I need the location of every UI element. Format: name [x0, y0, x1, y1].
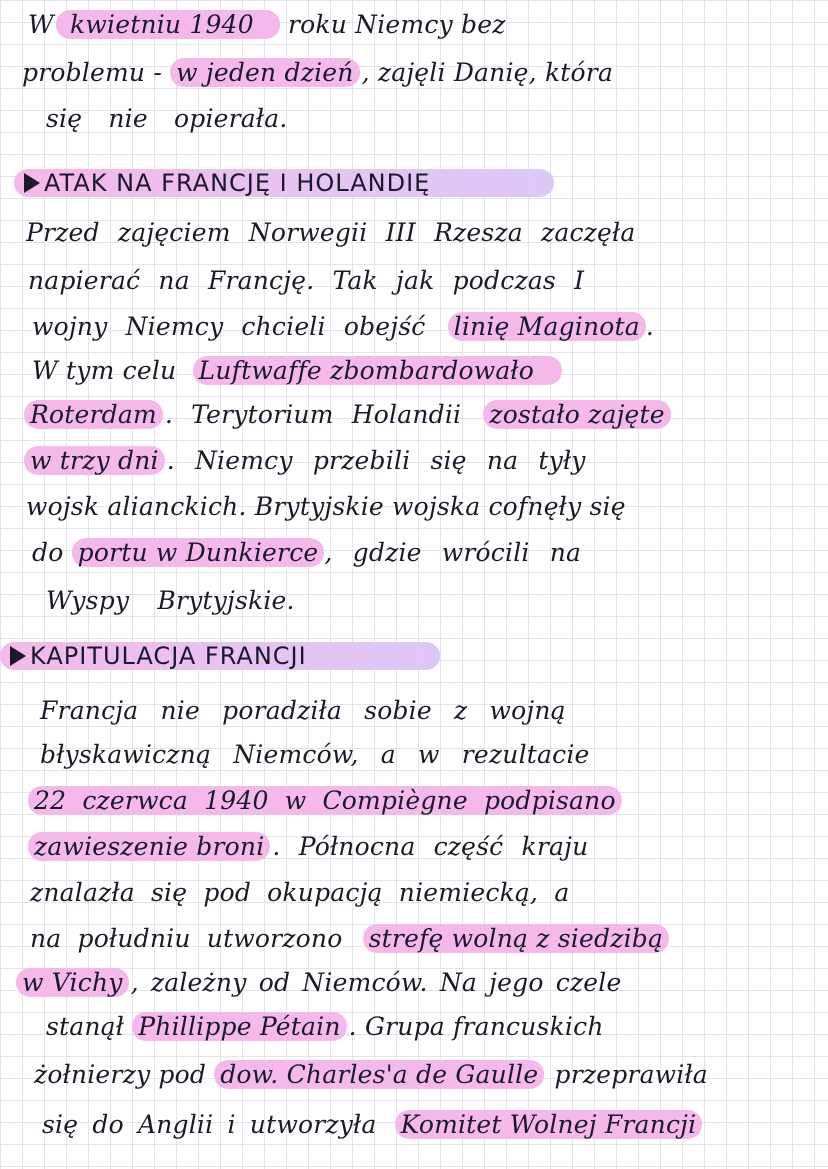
highlighted-phrase: portu w Dunkierce: [72, 538, 325, 567]
text-segment: żołnierzy pod: [34, 1060, 215, 1089]
text-segment: wojny Niemcy chcieli obejść: [32, 312, 444, 341]
section-heading-capitulation: [0, 638, 440, 674]
highlighted-phrase: Roterdam: [24, 400, 163, 429]
text-line: [0, 350, 828, 392]
highlighted-phrase: 22 czerwca 1940 w Compiègne podpisano: [28, 786, 622, 815]
text-segment: roku Niemcy bez: [279, 10, 506, 39]
text-line: [0, 872, 828, 914]
text-segment: W: [28, 10, 54, 39]
text-segment: błyskawiczną Niemców, a w rezultacie: [40, 740, 590, 769]
text-segment: Francja nie poradziła sobie z wojną: [40, 696, 566, 725]
text-line: [0, 580, 828, 622]
text-segment: się nie opierała.: [46, 104, 288, 133]
text-line: [0, 212, 828, 254]
text-segment: się do Anglii i utworzyła: [42, 1110, 391, 1139]
text-segment: napierać na Francję. Tak jak podczas I: [28, 266, 585, 295]
text-line: [0, 1104, 828, 1146]
heading-text: ATAK NA FRANCJĘ I HOLANDIĘ: [44, 169, 431, 197]
text-segment: , zależny od Niemców. Na jego czele: [130, 968, 622, 997]
text-line: [0, 780, 828, 822]
highlighted-phrase: w jeden dzień: [170, 58, 359, 87]
text-line: [0, 962, 828, 1004]
text-line: [0, 52, 828, 94]
text-segment: na południu utworzono: [30, 924, 359, 953]
text-segment: . Terytorium Holandii: [164, 400, 480, 429]
triangle-arrow-icon: [24, 173, 40, 193]
highlighted-phrase: Komitet Wolnej Francji: [395, 1110, 703, 1139]
text-line: [0, 4, 828, 46]
highlighted-phrase: dow. Charles'a de Gaulle: [214, 1060, 544, 1089]
text-segment: przeprawiła: [546, 1060, 708, 1089]
highlighted-phrase: w trzy dni: [24, 446, 165, 475]
highlighted-phrase: strefę wolną z siedzibą: [363, 924, 669, 953]
text-line: [0, 1006, 828, 1048]
text-line: [0, 306, 828, 348]
text-line: [0, 440, 828, 482]
highlighted-phrase: Luftwaffe zbombardowało: [193, 356, 562, 385]
text-line: [0, 260, 828, 302]
text-segment: W tym celu: [32, 356, 185, 385]
text-segment: . Niemcy przebili się na tyły: [166, 446, 586, 475]
text-line: [0, 532, 828, 574]
text-segment: Przed zajęciem Norwegii III Rzesza zaczęła: [26, 218, 636, 247]
text-segment: , zajęli Danię, która: [361, 58, 614, 87]
text-segment: problemu -: [22, 58, 171, 87]
text-line: [0, 918, 828, 960]
text-segment: Wyspy Brytyjskie.: [46, 586, 295, 615]
text-line: [0, 734, 828, 776]
section-heading-attack: [14, 165, 554, 201]
highlighted-phrase: Phillippe Pétain: [132, 1012, 346, 1041]
text-line: [0, 98, 828, 140]
text-segment: , gdzie wrócili na: [324, 538, 582, 567]
text-line: [0, 486, 828, 528]
text-segment: stanął: [46, 1012, 133, 1041]
text-line: [0, 394, 828, 436]
text-segment: . Północna część kraju: [272, 832, 589, 861]
text-segment: znalazła się pod okupacją niemiecką, a: [30, 878, 570, 907]
text-line: [0, 826, 828, 868]
highlighted-phrase: zostało zajęte: [483, 400, 670, 429]
triangle-arrow-icon: [10, 646, 26, 666]
highlighted-phrase: linię Maginota: [448, 312, 646, 341]
highlighted-phrase: w Vichy: [16, 968, 129, 997]
highlighted-phrase: kwietniu 1940: [56, 10, 280, 39]
text-segment: .: [645, 312, 655, 341]
text-segment: wojsk alianckich. Brytyjskie wojska cofnęły się: [26, 492, 626, 521]
text-line: [0, 690, 828, 732]
text-line: [0, 1054, 828, 1096]
heading-text: KAPITULACJA FRANCJI: [30, 642, 307, 670]
text-segment: do: [32, 538, 72, 567]
highlighted-phrase: zawieszenie broni: [28, 832, 270, 861]
text-segment: . Grupa francuskich: [348, 1012, 604, 1041]
